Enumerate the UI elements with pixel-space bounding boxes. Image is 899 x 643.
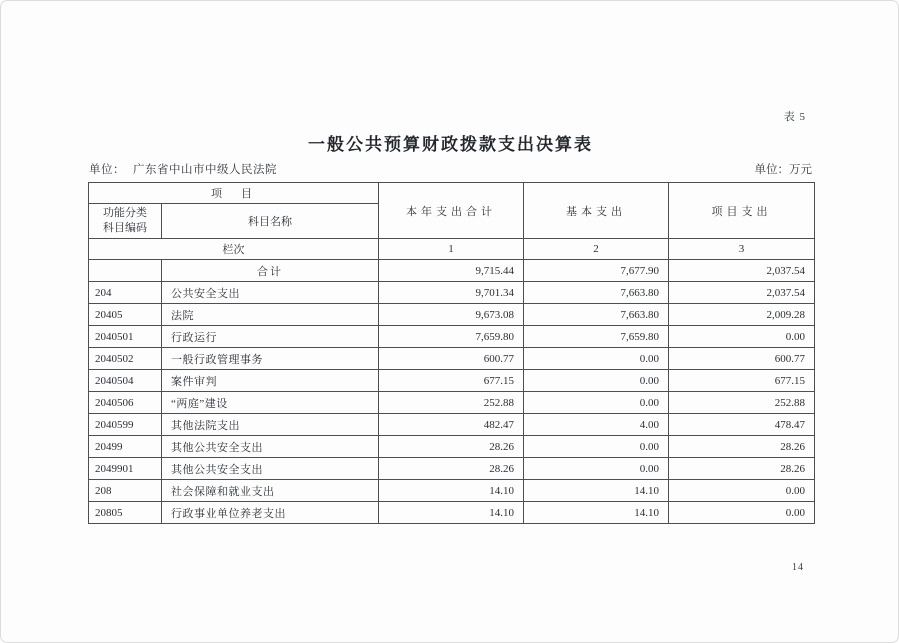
cell-project: 2,037.54 bbox=[669, 260, 815, 282]
cell-basic: 7,677.90 bbox=[524, 260, 669, 282]
cell-name: 其他公共安全支出 bbox=[162, 436, 379, 458]
cell-basic: 0.00 bbox=[524, 370, 669, 392]
header-col-project: 项目支出 bbox=[669, 183, 815, 239]
cell-name: 公共安全支出 bbox=[162, 282, 379, 304]
cell-code: 2040506 bbox=[89, 392, 162, 414]
cell-basic: 14.10 bbox=[524, 502, 669, 524]
cell-name: 其他法院支出 bbox=[162, 414, 379, 436]
cell-basic: 7,663.80 bbox=[524, 304, 669, 326]
cell-code: 204 bbox=[89, 282, 162, 304]
cell-name: 行政运行 bbox=[162, 326, 379, 348]
cell-total: 9,701.34 bbox=[379, 282, 524, 304]
cell-name: 其他公共安全支出 bbox=[162, 458, 379, 480]
table-row bbox=[89, 436, 815, 458]
page-number: 14 bbox=[792, 562, 804, 573]
cell-code: 2040501 bbox=[89, 326, 162, 348]
unit-row bbox=[89, 161, 812, 177]
cell-name: 案件审判 bbox=[162, 370, 379, 392]
cell-name: 法院 bbox=[162, 304, 379, 326]
cell-basic: 0.00 bbox=[524, 392, 669, 414]
cell-total: 14.10 bbox=[379, 502, 524, 524]
cell-code: 2049901 bbox=[89, 458, 162, 480]
cell-code: 208 bbox=[89, 480, 162, 502]
cell-total: 677.15 bbox=[379, 370, 524, 392]
table-row bbox=[89, 458, 815, 480]
cell-project: 2,009.28 bbox=[669, 304, 815, 326]
cell-name: “两庭”建设 bbox=[162, 392, 379, 414]
table-row bbox=[89, 260, 815, 282]
cell-name: 一般行政管理事务 bbox=[162, 348, 379, 370]
cell-code: 2040504 bbox=[89, 370, 162, 392]
cell-project: 252.88 bbox=[669, 392, 815, 414]
cell-basic: 7,663.80 bbox=[524, 282, 669, 304]
cell-project: 677.15 bbox=[669, 370, 815, 392]
header-row-index-label: 栏次 bbox=[89, 239, 379, 260]
cell-name: 行政事业单位养老支出 bbox=[162, 502, 379, 524]
cell-code: 2040599 bbox=[89, 414, 162, 436]
page-title: 一般公共预算财政拨款支出决算表 bbox=[308, 135, 593, 154]
unit-measure-label: 单位：万元 bbox=[754, 164, 812, 176]
table-header bbox=[89, 183, 815, 260]
cell-project: 600.77 bbox=[669, 348, 815, 370]
table-row bbox=[89, 304, 815, 326]
unit-name-line bbox=[89, 161, 277, 177]
table-row bbox=[89, 326, 815, 348]
table-row bbox=[89, 348, 815, 370]
unit-name: 广东省中山市中级人民法院 bbox=[133, 164, 277, 176]
header-col-name: 科目名称 bbox=[162, 204, 379, 239]
cell-basic: 0.00 bbox=[524, 458, 669, 480]
cell-code: 20499 bbox=[89, 436, 162, 458]
cell-basic: 0.00 bbox=[524, 348, 669, 370]
header-code-line2: 科目编码 bbox=[103, 222, 147, 234]
unit-label: 单位： bbox=[89, 164, 125, 176]
cell-total: 28.26 bbox=[379, 436, 524, 458]
cell-name: 合计 bbox=[162, 260, 379, 282]
cell-project: 0.00 bbox=[669, 480, 815, 502]
header-col-basic: 基本支出 bbox=[524, 183, 669, 239]
table-row bbox=[89, 392, 815, 414]
table-row bbox=[89, 414, 815, 436]
table-row bbox=[89, 502, 815, 524]
table-body bbox=[89, 260, 815, 524]
cell-total: 252.88 bbox=[379, 392, 524, 414]
header-item-group: 项 目 bbox=[89, 183, 379, 204]
cell-code: 20805 bbox=[89, 502, 162, 524]
cell-project: 0.00 bbox=[669, 502, 815, 524]
table-row bbox=[89, 370, 815, 392]
budget-table bbox=[88, 182, 815, 524]
cell-total: 9,673.08 bbox=[379, 304, 524, 326]
cell-total: 14.10 bbox=[379, 480, 524, 502]
header-col-index-1: 1 bbox=[379, 239, 524, 260]
cell-total: 7,659.80 bbox=[379, 326, 524, 348]
cell-project: 28.26 bbox=[669, 436, 815, 458]
table-row bbox=[89, 282, 815, 304]
cell-basic: 14.10 bbox=[524, 480, 669, 502]
cell-total: 28.26 bbox=[379, 458, 524, 480]
header-col-index-3: 3 bbox=[669, 239, 815, 260]
cell-project: 0.00 bbox=[669, 326, 815, 348]
header-code-line1: 功能分类 bbox=[103, 207, 147, 219]
cell-code: 2040502 bbox=[89, 348, 162, 370]
cell-basic: 7,659.80 bbox=[524, 326, 669, 348]
cell-total: 482.47 bbox=[379, 414, 524, 436]
header-col-index-2: 2 bbox=[524, 239, 669, 260]
cell-name: 社会保障和就业支出 bbox=[162, 480, 379, 502]
cell-code bbox=[89, 260, 162, 282]
header-col-total: 本年支出合计 bbox=[379, 183, 524, 239]
cell-code: 20405 bbox=[89, 304, 162, 326]
cell-project: 478.47 bbox=[669, 414, 815, 436]
cell-basic: 4.00 bbox=[524, 414, 669, 436]
header-col-code bbox=[89, 204, 162, 239]
cell-basic: 0.00 bbox=[524, 436, 669, 458]
cell-project: 2,037.54 bbox=[669, 282, 815, 304]
table-number-label: 表 5 bbox=[783, 111, 806, 123]
cell-total: 600.77 bbox=[379, 348, 524, 370]
cell-total: 9,715.44 bbox=[379, 260, 524, 282]
cell-project: 28.26 bbox=[669, 458, 815, 480]
table-row bbox=[89, 480, 815, 502]
